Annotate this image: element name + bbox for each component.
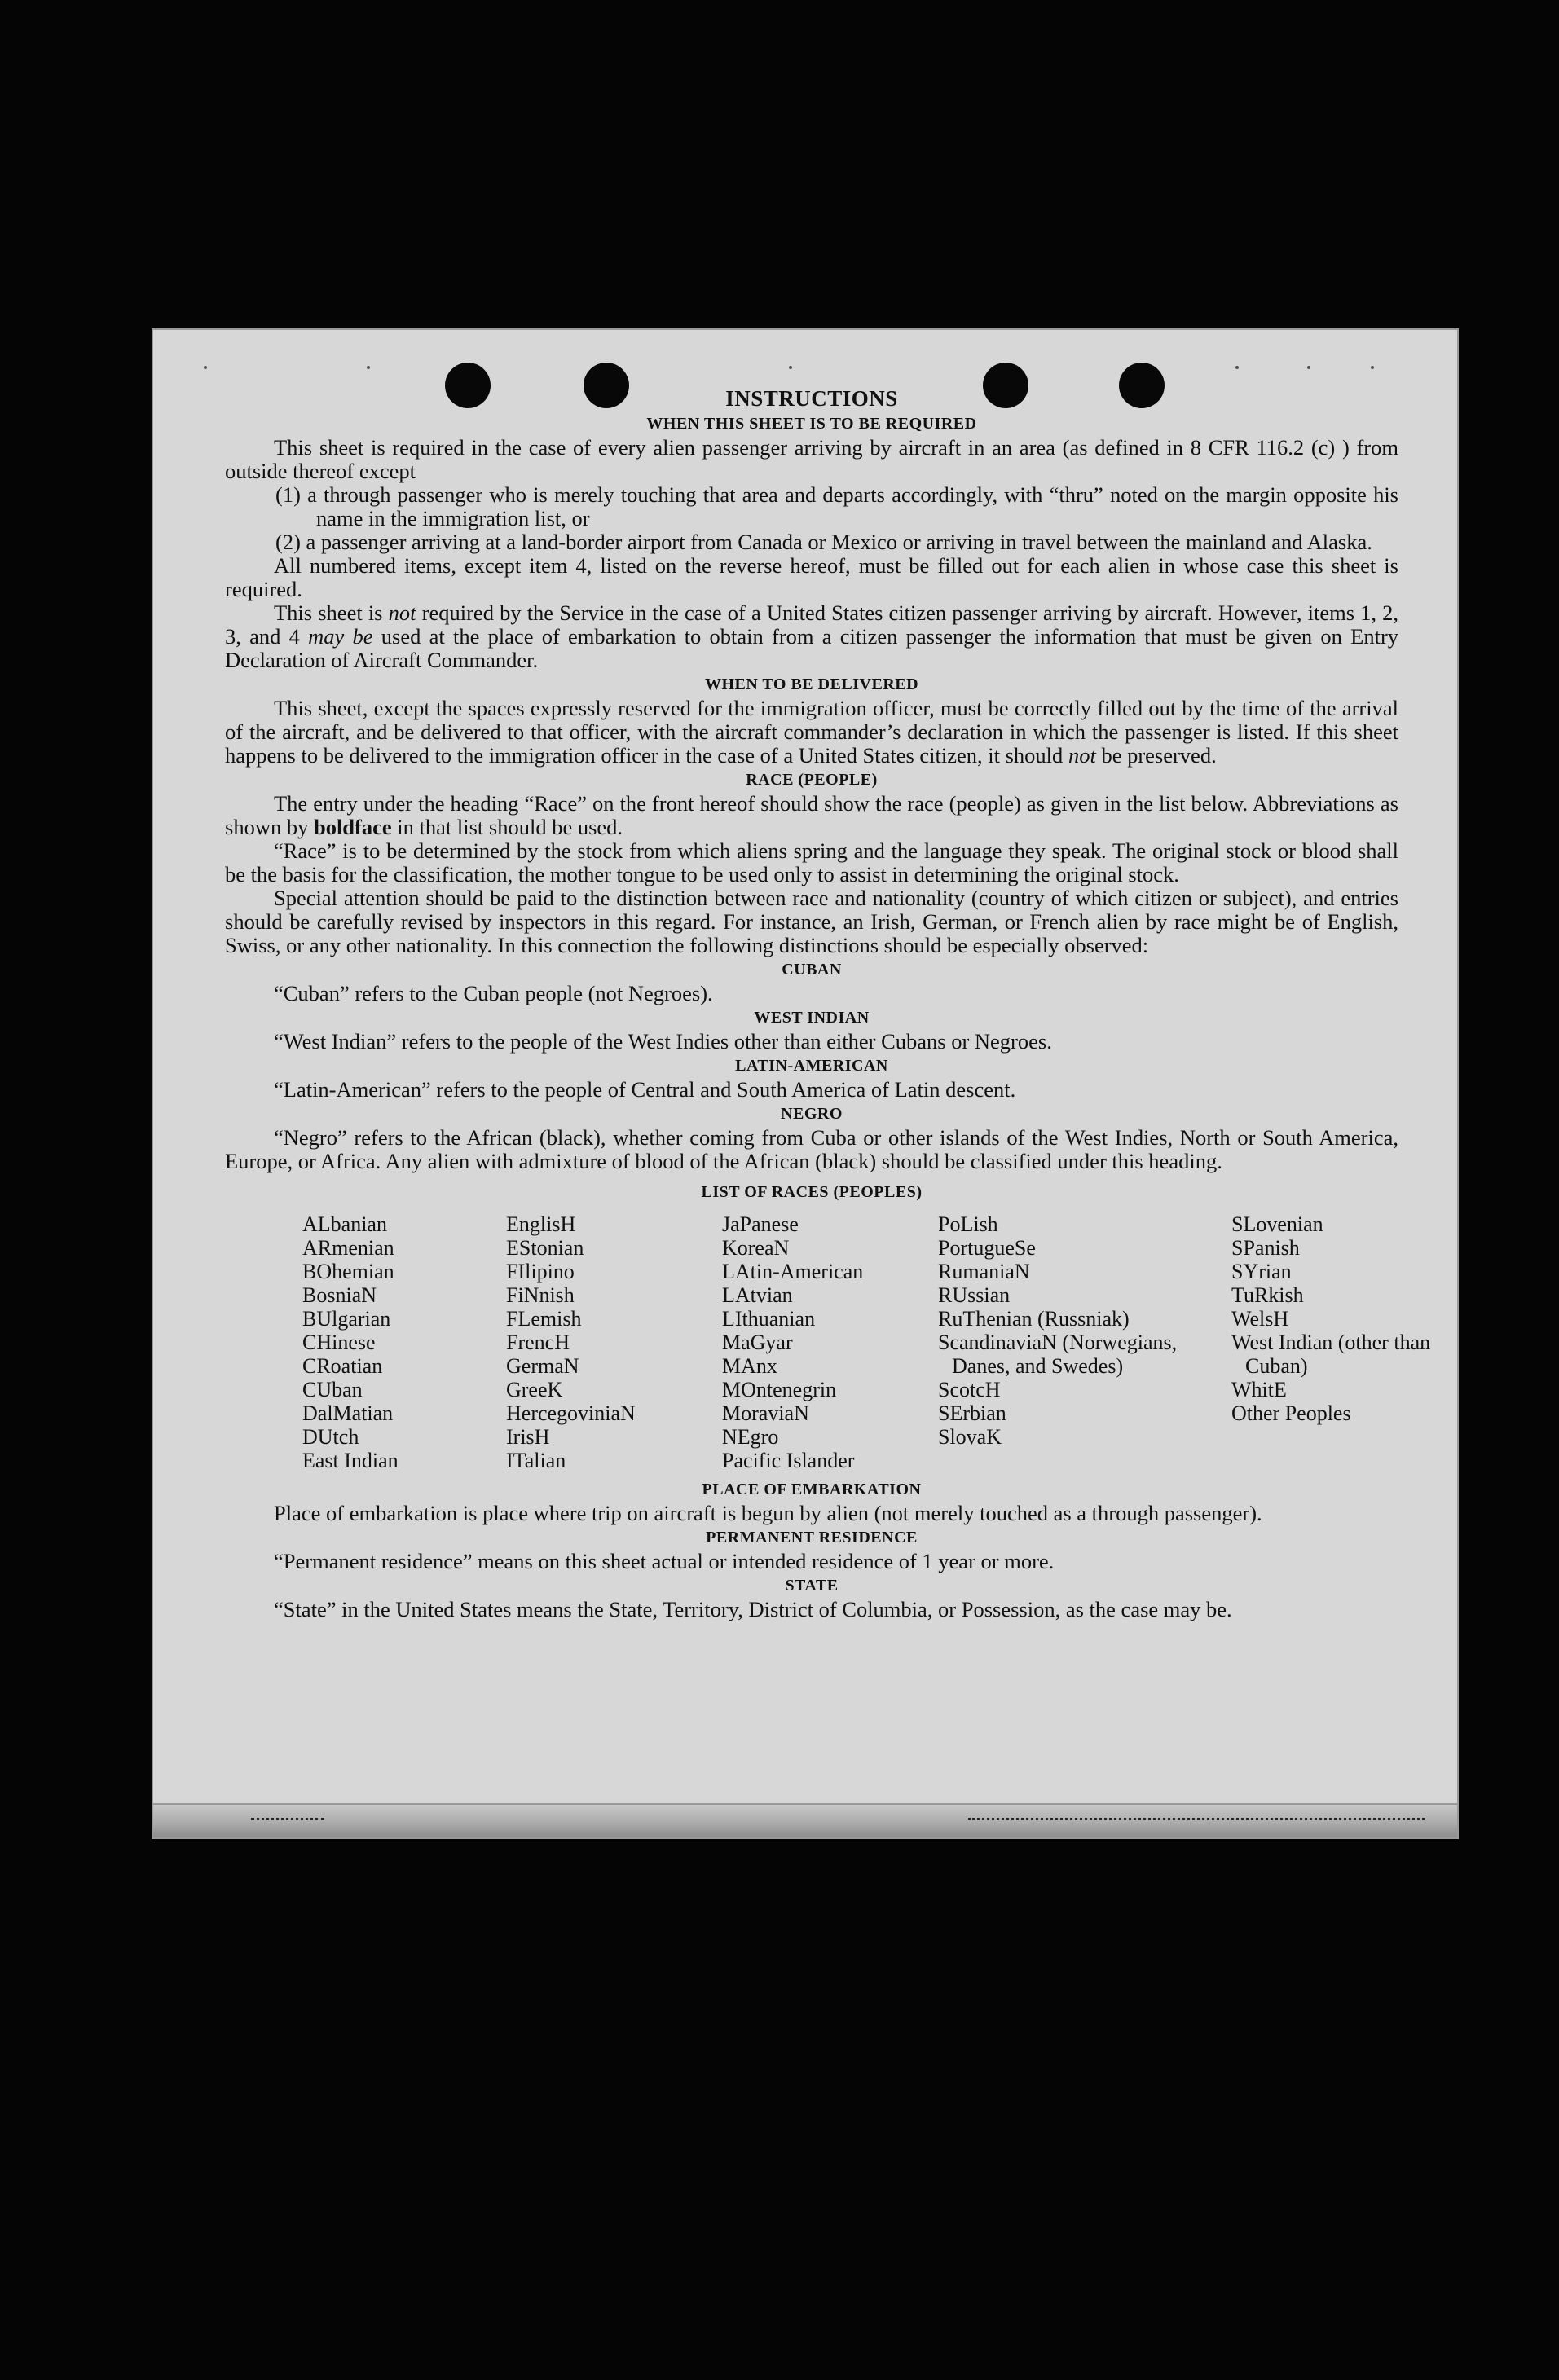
race-entry: SlovaK (938, 1425, 1002, 1449)
heading-permanent-residence: PERMANENT RESIDENCE (706, 1529, 918, 1546)
race-column (302, 1212, 506, 1472)
text-run: This sheet, except the spaces expressly reserved for the immigration officer, must be correctly filled out by the time of the arrival of the aircraft, and be delivered to that officer, with the aircraft commander’s declaration in which the passenger is listed. If this sheet happens to be delivered to the immigration officer in the case of a United States citizen, it should (225, 696, 1398, 768)
race-column (938, 1212, 1231, 1472)
heading-state: STATE (785, 1577, 839, 1595)
race-entry: BOhemian (302, 1260, 394, 1283)
heading-when-delivered: WHEN TO BE DELIVERED (704, 675, 919, 693)
paragraph-delivered (225, 697, 1398, 768)
paper-speck (204, 366, 207, 369)
paragraph-negro: “Negro” refers to the African (black), whether coming from Cuba or other islands of the West Indies, North or South America, Europe, or Africa. Any alien with admixture of blood of the African (black) should be classified under this heading. (225, 1125, 1398, 1173)
race-entry: KoreaN (722, 1236, 790, 1260)
race-entry: MOntenegrin (722, 1378, 837, 1401)
race-entry: SLovenian (1231, 1212, 1323, 1236)
race-entry: FIlipino (506, 1260, 575, 1283)
heading-place-of-embarkation: PLACE OF EMBARKATION (702, 1480, 922, 1498)
race-entry: WelsH (1231, 1307, 1289, 1331)
sheet-bottom-edge (153, 1803, 1457, 1837)
paper-speck (367, 366, 370, 369)
italic-run: not (388, 600, 416, 625)
paper-speck (789, 366, 792, 369)
race-entry: RuThenian (Russniak) (938, 1307, 1130, 1331)
race-entry: DalMatian (302, 1401, 394, 1425)
document-title: INSTRUCTIONS (725, 386, 898, 411)
race-entry: EStonian (506, 1236, 584, 1260)
race-entry: LAtvian (722, 1283, 793, 1307)
instruction-sheet (153, 330, 1457, 1837)
race-entry: West Indian (other than Cuban) (1231, 1331, 1431, 1378)
race-entry: BUlgarian (302, 1307, 391, 1331)
paragraph-race-nationality: Special attention should be paid to the distinction between race and nationality (country of which citizen or subject), and entries should be carefully revised by inspectors in this regard. For instance, an Irish, German, or French alien by race might be of English, Swiss, or any other nationality. In this connection the following distinctions should be especially observed: (225, 886, 1398, 957)
paper-speck (1307, 366, 1310, 369)
race-entry: ScotcH (938, 1378, 1001, 1401)
faded-print-mark (251, 1818, 324, 1823)
race-entry: CRoatian (302, 1354, 383, 1378)
race-list (302, 1212, 1431, 1472)
exception-item-2: (2) a passenger arriving at a land-border airport from Canada or Mexico or arriving in travel between the mainland and Alaska. (275, 530, 1372, 554)
text-run: The entry under the heading “Race” on the front hereof should show the race (people) as given in the list below. Abbreviations as shown by (225, 791, 1398, 839)
race-entry: CHinese (302, 1331, 376, 1354)
race-entry: East Indian (302, 1449, 399, 1472)
heading-cuban: CUBAN (782, 961, 842, 979)
race-entry: TuRkish (1231, 1283, 1304, 1307)
race-entry: LAtin-American (722, 1260, 864, 1283)
race-entry: LIthuanian (722, 1307, 816, 1331)
heading-latin-american: LATIN-AMERICAN (735, 1057, 888, 1075)
paragraph-residence: “Permanent residence” means on this sheet actual or intended residence of 1 year or more. (274, 1549, 1055, 1573)
race-entry: GreeK (506, 1378, 563, 1401)
race-entry: Other Peoples (1231, 1401, 1351, 1425)
race-column (1231, 1212, 1443, 1472)
text-run: required by the Service in the case of a United States citizen passenger arriving by aircraft. However, items 1, 2, 3, and 4 (225, 600, 1399, 649)
race-entry: EnglisH (506, 1212, 576, 1236)
paragraph-race-entry (225, 792, 1398, 839)
heading-when-required: WHEN THIS SHEET IS TO BE REQUIRED (646, 415, 977, 433)
race-entry: ITalian (506, 1449, 566, 1472)
heading-west-indian: WEST INDIAN (754, 1009, 870, 1027)
paragraph-cuban: “Cuban” refers to the Cuban people (not Negroes). (274, 981, 713, 1005)
document-body (225, 385, 1431, 1621)
heading-negro: NEGRO (781, 1105, 843, 1123)
race-entry: GermaN (506, 1354, 579, 1378)
race-entry: BosniaN (302, 1283, 377, 1307)
paper-speck (1235, 366, 1239, 369)
race-entry: JaPanese (722, 1212, 799, 1236)
race-entry: PortugueSe (938, 1236, 1036, 1260)
race-entry: ScandinaviaN (Norwegians, Danes, and Swedes) (938, 1331, 1178, 1378)
paragraph-west-indian: “West Indian” refers to the people of the West Indies other than either Cubans or Negroes. (274, 1029, 1052, 1054)
paragraph-embarkation: Place of embarkation is place where trip on aircraft is begun by alien (not merely touched as a through passenger). (274, 1501, 1262, 1525)
paragraph-state: “State” in the United States means the State, Territory, District of Columbia, or Possession, as the case may be. (274, 1597, 1232, 1621)
race-column (722, 1212, 938, 1472)
paragraph-numbered-items: All numbered items, except item 4, listed on the reverse hereof, must be filled out for each alien in whose case this sheet is required. (225, 553, 1398, 601)
race-entry: SYrian (1231, 1260, 1292, 1283)
race-entry: RUssian (938, 1283, 1011, 1307)
faded-print-mark (968, 1818, 1425, 1823)
race-entry: FiNnish (506, 1283, 575, 1307)
text-run: This sheet is (274, 600, 383, 625)
italic-run: may be (308, 624, 373, 649)
heading-list-of-races: LIST OF RACES (PEOPLES) (701, 1183, 923, 1201)
race-entry: FLemish (506, 1307, 582, 1331)
exception-item-1: (1) a through passenger who is merely touching that area and departs accordingly, with “thru” noted on the margin opposite his name in the immigration list, or (275, 482, 1398, 530)
race-entry: SPanish (1231, 1236, 1300, 1260)
bold-run: boldface (313, 815, 392, 839)
race-entry: HercegoviniaN (506, 1401, 636, 1425)
race-column (506, 1212, 722, 1472)
race-entry: SErbian (938, 1401, 1006, 1425)
race-entry: MAnx (722, 1354, 777, 1378)
race-entry: ARmenian (302, 1236, 394, 1260)
race-entry: MaGyar (722, 1331, 793, 1354)
race-entry: IrisH (506, 1425, 550, 1449)
race-entry: DUtch (302, 1425, 359, 1449)
text-run: used at the place of embarkation to obtain from a citizen passenger the information that must be given on Entry Declaration of Aircraft Commander. (225, 624, 1399, 672)
italic-run: not (1068, 743, 1096, 768)
paragraph-race-stock: “Race” is to be determined by the stock from which aliens spring and the language they speak. The original stock or blood shall be the basis for the classification, the mother tongue to be used only to assist in determining the original stock. (225, 838, 1398, 886)
heading-race: RACE (PEOPLE) (746, 771, 878, 789)
paragraph-latin-american: “Latin-American” refers to the people of Central and South America of Latin descent. (274, 1077, 1016, 1102)
paper-speck (1371, 366, 1374, 369)
race-entry: FrencH (506, 1331, 570, 1354)
race-entry: WhitE (1231, 1378, 1287, 1401)
text-run: in that list should be used. (397, 815, 623, 839)
race-entry: MoraviaN (722, 1401, 809, 1425)
paragraph-intro: This sheet is required in the case of every alien passenger arriving by aircraft in an area (as defined in 8 CFR 116.2 (c) ) from outside thereof except (225, 435, 1398, 483)
race-entry: ALbanian (302, 1212, 387, 1236)
paragraph-citizen (225, 601, 1398, 672)
race-entry: Pacific Islander (722, 1449, 855, 1472)
text-run: be preserved. (1101, 743, 1217, 768)
race-entry: NEgro (722, 1425, 779, 1449)
race-entry: CUban (302, 1378, 363, 1401)
race-entry: PoLish (938, 1212, 998, 1236)
race-entry: RumaniaN (938, 1260, 1030, 1283)
